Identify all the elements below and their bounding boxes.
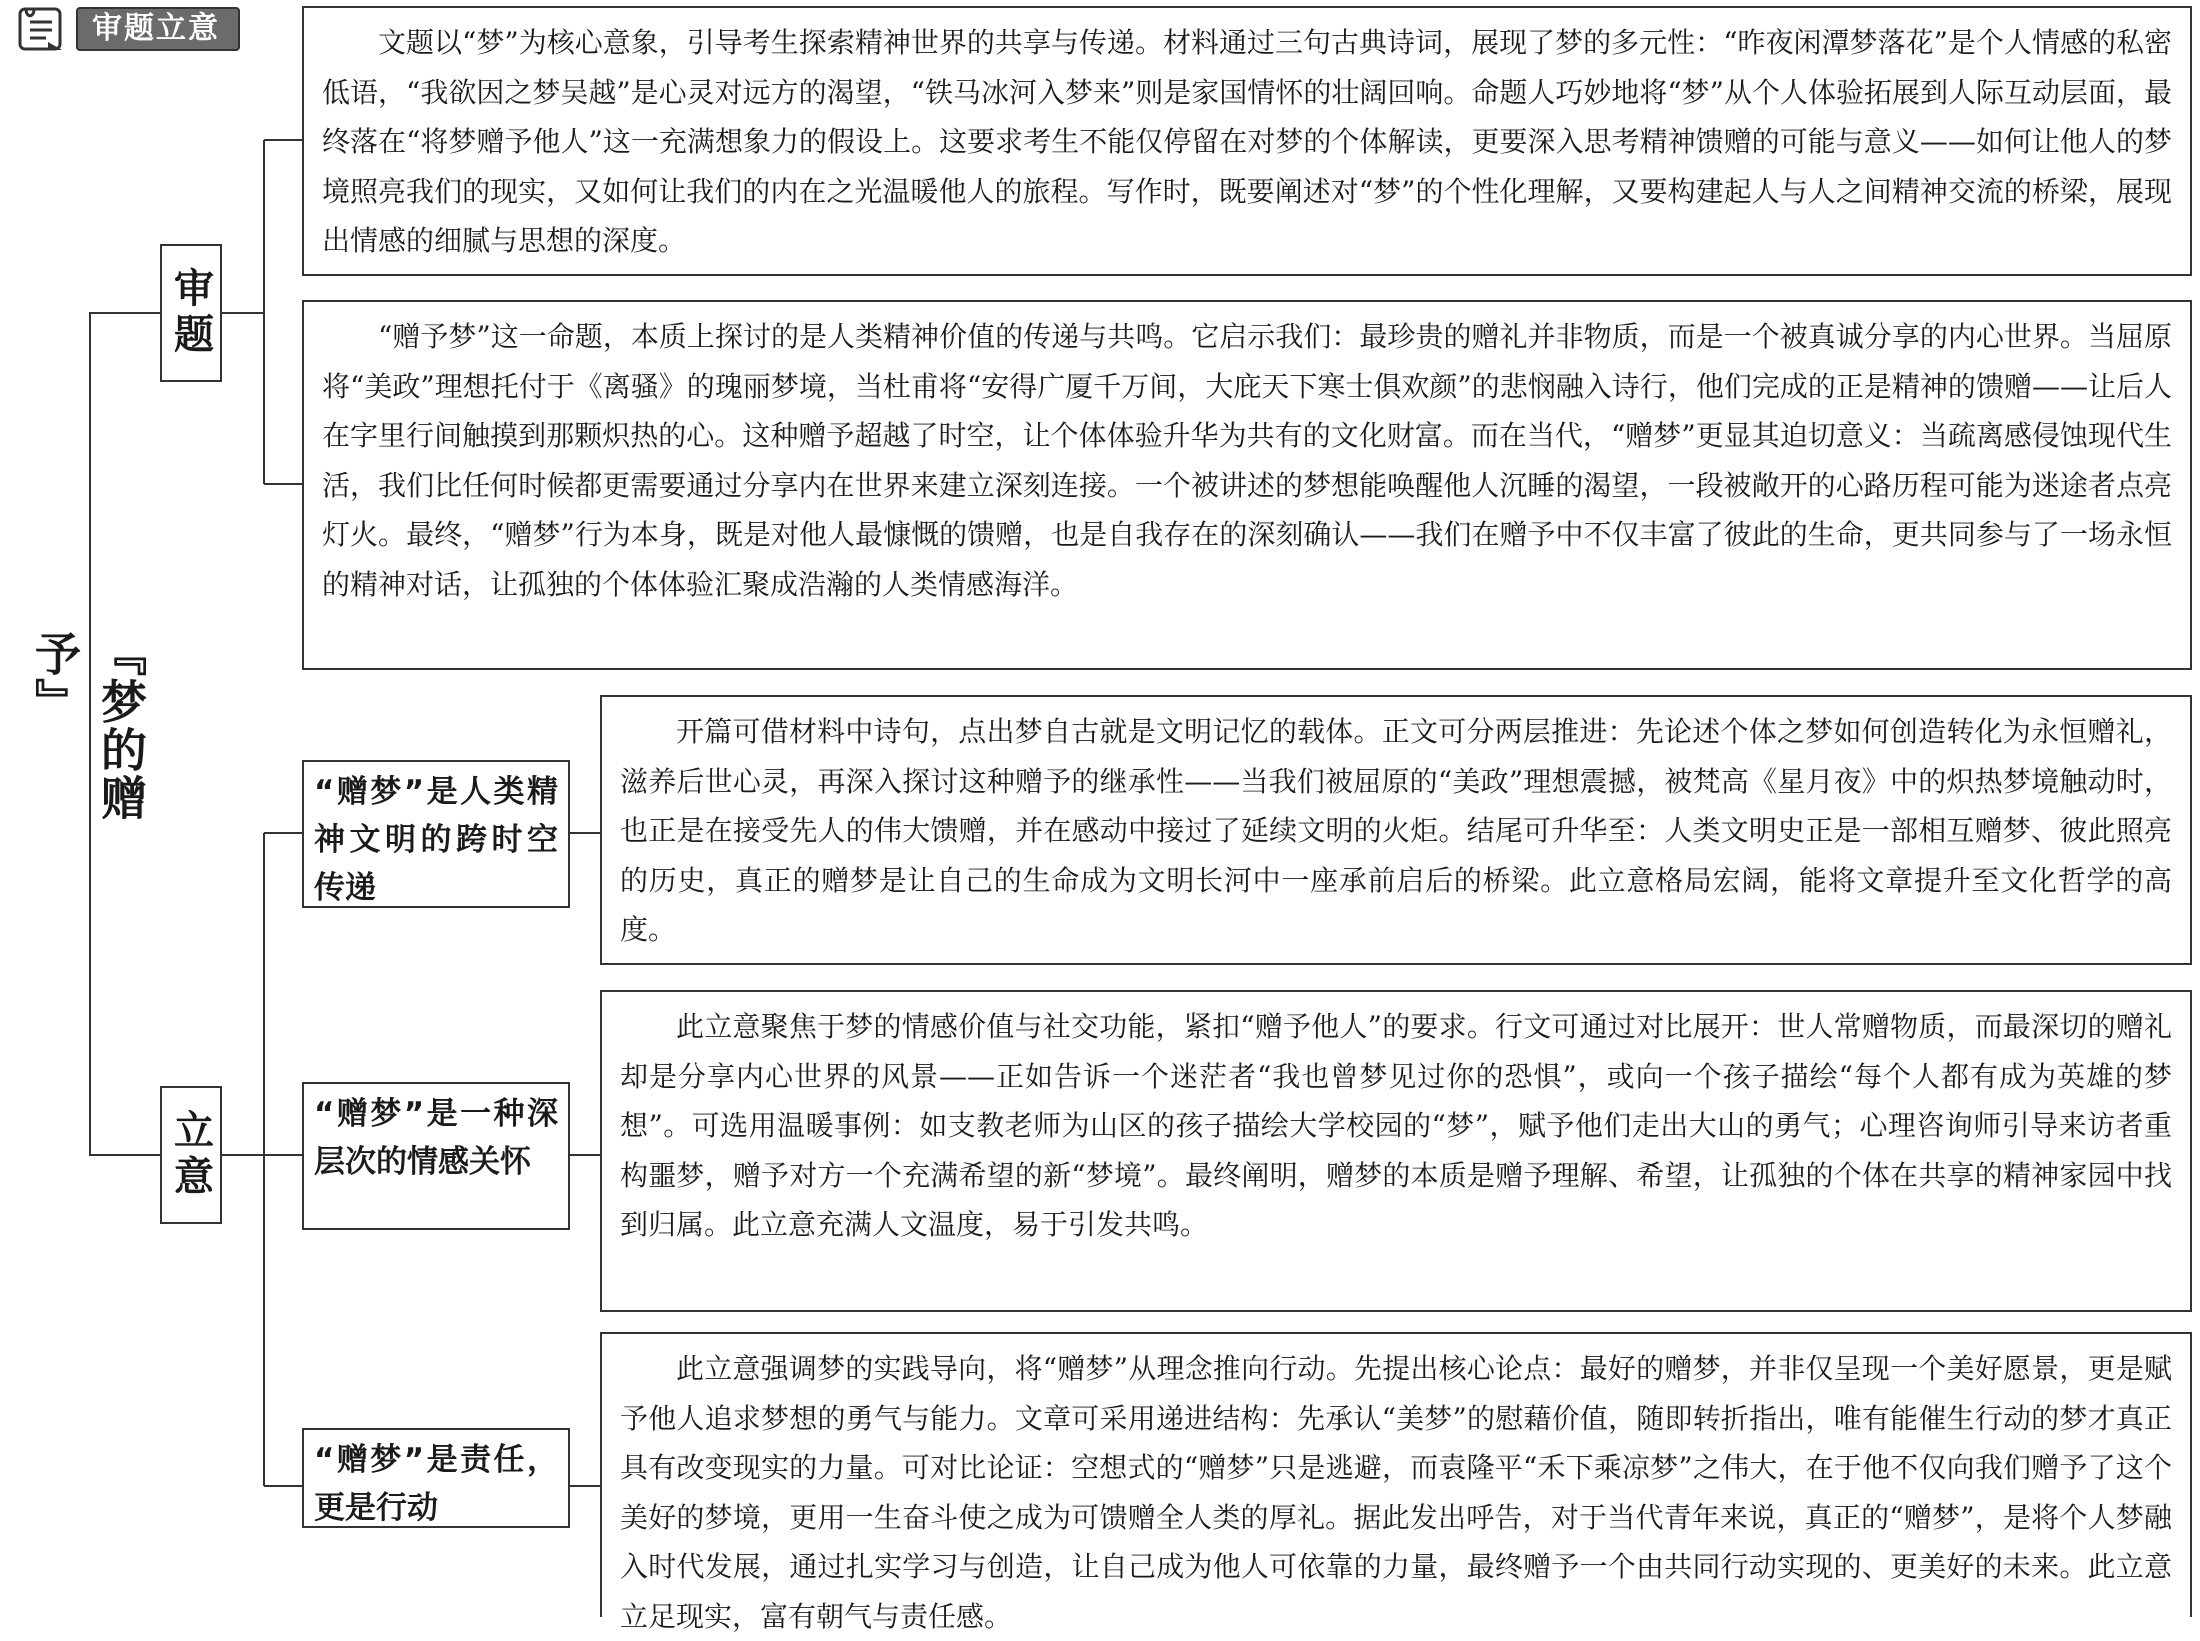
mindmap-root-title: [28, 630, 148, 850]
root-title-text: 『梦的赠予』: [28, 630, 148, 822]
branch-liyi-label: 立意: [167, 1109, 214, 1201]
shenti-paragraph-1: [302, 6, 2192, 276]
liyi-item-1-title: [302, 760, 570, 908]
liyi-item-2-title-text: “赠梦”是一种深层次的情感关怀: [314, 1096, 558, 1180]
shenti-paragraph-1-text: 文题以“梦”为核心意象，引导考生探索精神世界的共享与传递。材料通过三句古典诗词，展现了梦的多元性：“昨夜闲潭梦落花”是个人情感的私密低语，“我欲因之梦吴越”是心灵对远方的渴望，“铁马冰河入梦来”则是家国情怀的壮阔回响。命题人巧妙地将“梦”从个人体验拓展到人际互动层面，最终落在“将梦赠予他人”这一充满想象力的假设上。这要求考生不能仅停留在对梦的个体解读，更要深入思考精神馈赠的可能与意义——如何让他人的梦境照亮我们的现实，又如何让我们的内在之光温暖他人的旅程。写作时，既要阐述对“梦”的个性化理解，又要构建起人与人之间精神交流的桥梁，展现出情感的细腻与思想的深度。: [322, 26, 2172, 257]
branch-shenti-label: 审题: [167, 267, 214, 359]
liyi-item-1-text: 开篇可借材料中诗句，点出梦自古就是文明记忆的载体。正文可分两层推进：先论述个体之梦如何创造转化为永恒赠礼，滋养后世心灵，再深入探讨这种赠予的继承性——当我们被屈原的“美政”理想震撼，被梵高《星月夜》中的炽热梦境触动时，也正是在接受先人的伟大馈赠，并在感动中接过了延续文明的火炬。结尾可升华至：人类文明史正是一部相互赠梦、彼此照亮的历史，真正的赠梦是让自己的生命成为文明长河中一座承前启后的桥梁。此立意格局宏阔，能将文章提升至文化哲学的高度。: [620, 715, 2172, 946]
liyi-item-2-text: 此立意聚焦于梦的情感价值与社交功能，紧扣“赠予他人”的要求。行文可通过对比展开：世人常赠物质，而最深切的赠礼却是分享内心世界的风景——正如告诉一个迷茫者“我也曾梦见过你的恐惧”，或向一个孩子描绘“每个人都有成为英雄的梦想”。可选用温暖事例：如支教老师为山区的孩子描绘大学校园的“梦”，赋予他们走出大山的勇气；心理咨询师引导来访者重构噩梦，赠予对方一个充满希望的新“梦境”。最终阐明，赠梦的本质是赠予理解、希望，让孤独的个体在共享的精神家园中找到归属。此立意充满人文温度，易于引发共鸣。: [620, 1010, 2172, 1241]
liyi-item-2-content: [600, 990, 2192, 1312]
shenti-paragraph-2-text: “赠予梦”这一命题，本质上探讨的是人类精神价值的传递与共鸣。它启示我们：最珍贵的赠礼并非物质，而是一个被真诚分享的内心世界。当屈原将“美政”理想托付于《离骚》的瑰丽梦境，当杜甫将“安得广厦千万间，大庇天下寒士俱欢颜”的悲悯融入诗行，他们完成的正是精神的馈赠——让后人在字里行间触摸到那颗炽热的心。这种赠予超越了时空，让个体体验升华为共有的文化财富。而在当代，“赠梦”更显其迫切意义：当疏离感侵蚀现代生活，我们比任何时候都更需要通过分享内在世界来建立深刻连接。一个被讲述的梦想能唤醒他人沉睡的渴望，一段被敞开的心路历程可能为迷途者点亮灯火。最终，“赠梦”行为本身，既是对他人最慷慨的馈赠，也是自我存在的深刻确认——我们在赠予中不仅丰富了彼此的生命，更共同参与了一场永恒的精神对话，让孤独的个体体验汇聚成浩瀚的人类情感海洋。: [322, 320, 2172, 601]
liyi-item-1-content: [600, 695, 2192, 965]
branch-shenti: [160, 244, 222, 382]
liyi-item-3-text: 此立意强调梦的实践导向，将“赠梦”从理念推向行动。先提出核心论点：最好的赠梦，并非仅呈现一个美好愿景，更是赋予他人追求梦想的勇气与能力。文章可采用递进结构：先承认“美梦”的慰藉价值，随即转折指出，唯有能催生行动的梦才真正具有改变现实的力量。可对比论证：空想式的“赠梦”只是逃避，而袁隆平“禾下乘凉梦”之伟大，在于他不仅向我们赠予了这个美好的梦境，更用一生奋斗使之成为可馈赠全人类的厚礼。据此发出呼告，对于当代青年来说，真正的“赠梦”，是将个人梦融入时代发展，通过扎实学习与创造，让自己成为他人可依靠的力量，最终赠予一个由共同行动实现的、更美好的未来。此立意立足现实，富有朝气与责任感。: [620, 1352, 2172, 1633]
liyi-item-3-content: [600, 1332, 2192, 1633]
branch-liyi: [160, 1086, 222, 1224]
shenti-paragraph-2: [302, 300, 2192, 670]
liyi-item-2-title: [302, 1082, 570, 1230]
liyi-item-3-title-text: “赠梦”是责任，更是行动: [314, 1442, 558, 1526]
liyi-item-3-title: [302, 1428, 570, 1528]
section-badge: 审题立意: [76, 7, 240, 51]
liyi-item-1-title-text: “赠梦”是人类精神文明的跨时空传递: [314, 774, 558, 906]
